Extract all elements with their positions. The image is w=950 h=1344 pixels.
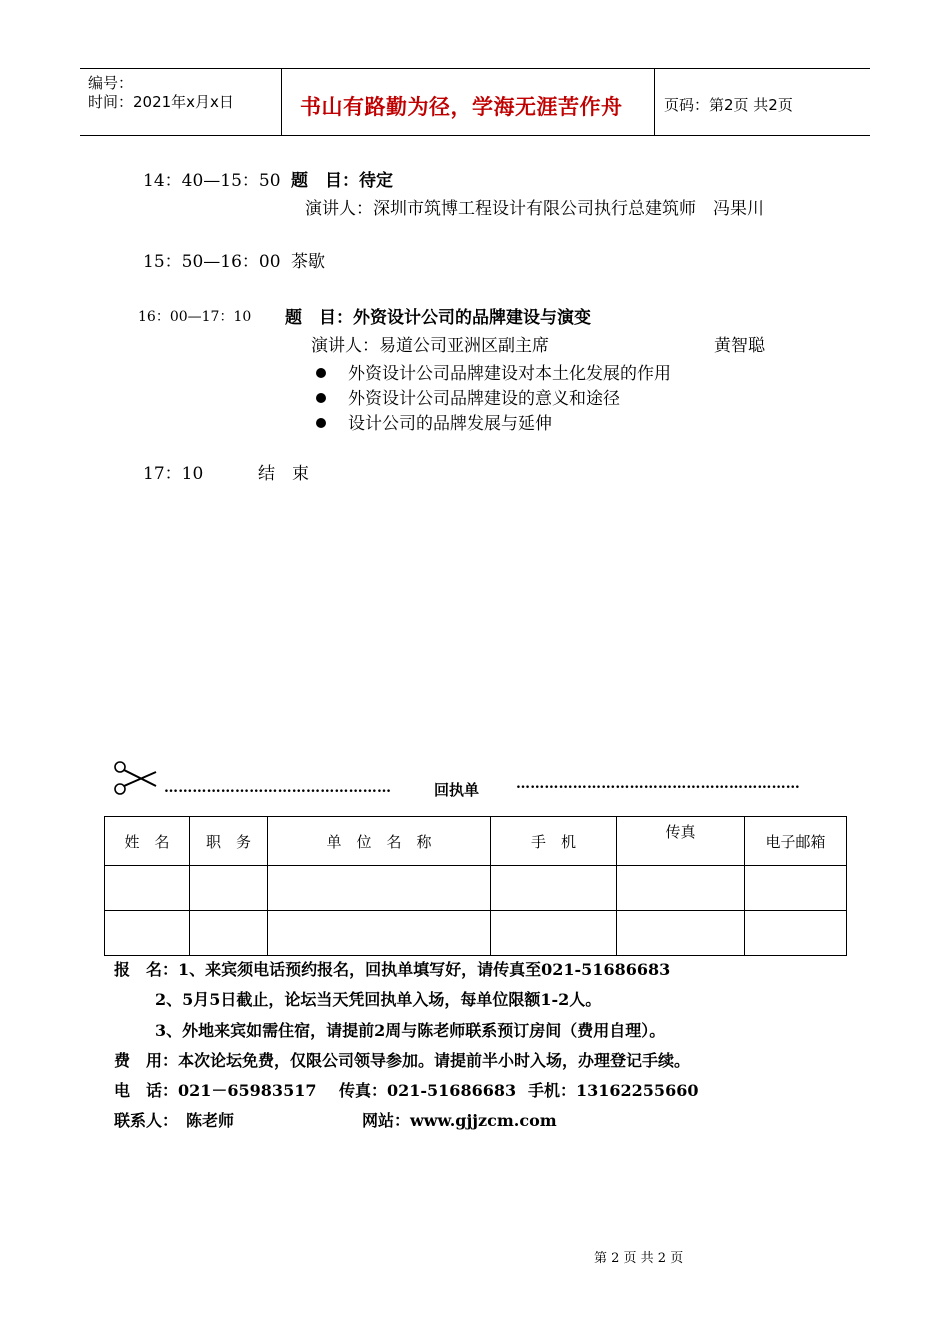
bullet-icon (316, 418, 326, 428)
bullet-item-3: 设计公司的品牌发展与延伸 (316, 409, 552, 434)
header-divider-left (281, 68, 282, 136)
cell-position[interactable] (190, 911, 268, 956)
header-divider-right (654, 68, 655, 136)
bullet-item-2: 外资设计公司品牌建设的意义和途径 (316, 384, 620, 409)
header-bottom-rule (80, 135, 870, 136)
cell-email[interactable] (745, 866, 847, 911)
cell-name[interactable] (105, 866, 190, 911)
serial-label: 编号： (88, 74, 134, 92)
cell-fax[interactable] (617, 911, 745, 956)
registration-note-2: 2、5月5日截止，论坛当天凭回执单入场，每单位限额1-2人。 (155, 990, 602, 1009)
header-mobile: 手 机 (491, 817, 617, 866)
schedule-time-1: 14：40—15：50 (143, 171, 281, 191)
schedule-speaker-1: 演讲人：深圳市筑博工程设计有限公司执行总建筑师 冯果川 (305, 199, 764, 219)
bullet-icon (316, 368, 326, 378)
schedule-time-4: 17：10 (143, 464, 204, 484)
schedule-speaker-role-3: 演讲人：易道公司亚洲区副主席 (311, 336, 549, 356)
reply-form-label: 回执单 (434, 781, 480, 799)
schedule-speaker-name-3: 黄智聪 (714, 336, 765, 356)
schedule-time-3: 16：00—17：10 (138, 309, 252, 325)
footer-page-number: 第 2 页 共 2 页 (594, 1251, 684, 1266)
bullet-icon (316, 393, 326, 403)
cell-name[interactable] (105, 911, 190, 956)
time-label: 时间：2021年x月x日 (88, 93, 234, 111)
page-code: 页码：第2页 共2页 (664, 96, 793, 114)
schedule-time-2: 15：50—16：00 (143, 252, 281, 272)
phone-info: 电 话：021－65983517 (114, 1081, 317, 1100)
fax-info: 传真：021-51686683 (339, 1081, 517, 1100)
reply-table (104, 816, 847, 956)
table-header-row (105, 817, 847, 866)
cutline-dots-right: …………………………………………………… (516, 776, 800, 792)
cell-position[interactable] (190, 866, 268, 911)
cutline-dots-left: ………………………………………… (164, 780, 392, 796)
header-fax: 传真 (617, 817, 745, 866)
scissors-icon (112, 758, 160, 798)
schedule-title-2: 茶歇 (291, 252, 325, 272)
registration-note-1: 报 名：1、来宾须电话预约报名，回执单填写好，请传真至021-51686683 (114, 960, 671, 979)
mobile-info: 手机：13162255660 (528, 1081, 699, 1100)
header-email: 电子邮箱 (745, 817, 847, 866)
table-row (105, 866, 847, 911)
header-name: 姓 名 (105, 817, 190, 866)
cell-mobile[interactable] (491, 866, 617, 911)
schedule-title-1: 题 目：待定 (291, 171, 393, 191)
cell-email[interactable] (745, 911, 847, 956)
fee-note: 费 用：本次论坛免费，仅限公司领导参加。请提前半小时入场，办理登记手续。 (114, 1051, 691, 1070)
header-top-rule (80, 68, 870, 69)
contact-info: 联系人： 陈老师 (114, 1111, 235, 1130)
website-link[interactable]: 网站：www.gjjzcm.com (362, 1111, 557, 1130)
header-position: 职 务 (190, 817, 268, 866)
table-row (105, 911, 847, 956)
cell-company[interactable] (268, 866, 491, 911)
bullet-item-1: 外资设计公司品牌建设对本土化发展的作用 (316, 359, 671, 384)
header-company: 单 位 名 称 (268, 817, 491, 866)
motto: 书山有路勤为径，学海无涯苦作舟 (300, 95, 623, 119)
cell-mobile[interactable] (491, 911, 617, 956)
cell-fax[interactable] (617, 866, 745, 911)
schedule-title-4: 结 束 (258, 464, 309, 484)
cell-company[interactable] (268, 911, 491, 956)
schedule-title-3: 题 目：外资设计公司的品牌建设与演变 (285, 308, 591, 328)
registration-note-3: 3、外地来宾如需住宿，请提前2周与陈老师联系预订房间（费用自理）。 (155, 1021, 666, 1040)
